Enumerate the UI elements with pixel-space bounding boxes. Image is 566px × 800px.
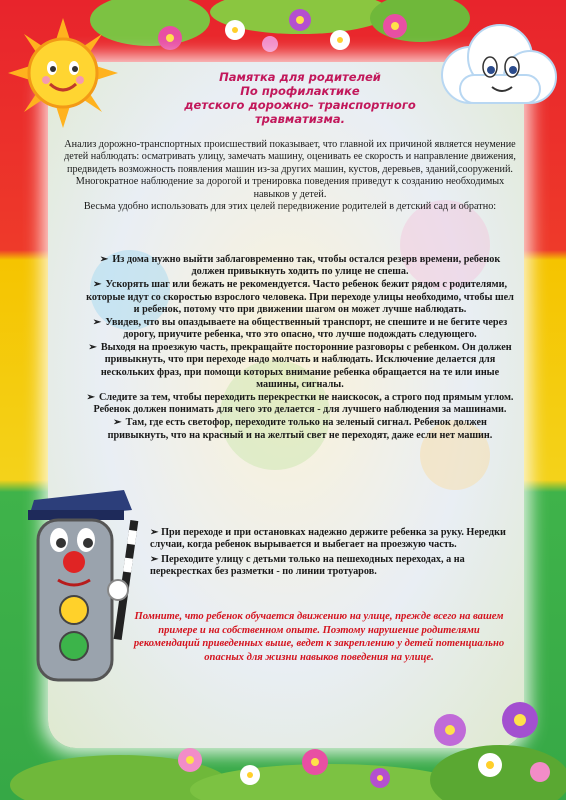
bullet-arrow-icon: ➢	[150, 553, 159, 565]
tips-list-secondary	[150, 527, 510, 581]
intro-text	[60, 139, 520, 213]
title-line-3: детского дорожно- транспортного травматизма.	[184, 98, 416, 126]
intro-paragraph-1: Анализ дорожно-транспортных происшествий показывает, что главной их причиной является неумение детей наблюдать: осматривать улицу, замечать машину, оценивать ее скорость и направление движения, предвидеть возможность появления машин из-за других машин, кустов, деревьев, зданий,сооружений.	[64, 139, 516, 175]
tip-text: Выходя на проезжую часть, прекращайте посторонние разговоры с ребенком. Он должен привыкнуть, что при переходе надо молчать и наблюдать. Исключение делается для нескольких фраз, при помощи которых внимание ребенка обращается на те или иные машины, сигналы.	[100, 342, 512, 391]
list-item	[86, 392, 514, 417]
sun-icon	[8, 18, 118, 128]
intro-paragraph-3: Весьма удобно использовать для этих целей передвижение родителей в детский сад и обратно:	[83, 201, 497, 213]
flower-border-bottom	[0, 690, 566, 800]
list-item	[86, 417, 514, 442]
flower-icon	[10, 702, 566, 800]
bullet-arrow-icon: ➢	[99, 254, 109, 265]
bullet-arrow-icon: ➢	[92, 279, 102, 291]
tip-text: Ускорять шаг или бежать не рекомендуется. Часто ребенок бежит рядом с родителями, которые идут со скоростью взрослого человека. При переходе улицы необходимо, чтобы шел и ребенок, потому что при движении шагом он может лучше наблюдать.	[86, 279, 514, 316]
page-title	[140, 70, 460, 126]
bullet-arrow-icon: ➢	[150, 527, 159, 538]
title-line-1: Памятка для родителей	[219, 70, 381, 84]
intro-paragraph-2: Многократное наблюдение за дорогой и тренировка поведения приведут к созданию необходимых навыков у детей.	[75, 176, 505, 200]
list-item	[86, 279, 514, 316]
list-item	[86, 317, 514, 342]
bullet-arrow-icon: ➢	[92, 316, 102, 328]
flower-icon	[90, 0, 470, 52]
list-item	[86, 342, 514, 392]
tips-list	[86, 254, 514, 442]
tip-text: Переходите улицу с детьми только на пешеходных переходах, а на перекрестках без разметки - по линии тротуаров.	[150, 553, 465, 578]
tip-text: Из дома нужно выйти заблаговременно так, чтобы остался резерв времени, ребенок должен привыкнуть ходить по улице не спеша.	[112, 254, 501, 278]
list-item	[150, 554, 510, 579]
tip-text: Увидев, что вы опаздываете на общественный транспорт, не спешите и не бегите через дорогу, приучите ребенка, что это опасно, что лучше подождать следующего.	[105, 316, 508, 341]
list-item	[86, 254, 514, 279]
tip-text: При переходе и при остановках надежно держите ребенка за руку. Нередки случаи, когда ребенок вырывается и выбегает на проезжую часть.	[150, 527, 506, 551]
bullet-arrow-icon: ➢	[113, 417, 122, 429]
list-item	[150, 527, 510, 552]
closing-note: Помните, что ребенок обучается движению на улице, прежде всего на вашем примере и на собственном опыте. Поэтому нарушение родителями рекомендаций приведенных выше, ведет к закреплению у детей потенциально опасных для жизни навыков поведения на улице.	[133, 611, 505, 663]
traffic-light-mascot-icon	[14, 480, 154, 690]
bullet-arrow-icon: ➢	[86, 392, 96, 404]
tip-text: Там, где есть светофор, переходите только на зеленый сигнал. Ребенок должен привыкнуть, что на красный и на желтый свет не переходят, даже если нет машин.	[107, 417, 493, 441]
title-line-2: По профилактике	[240, 84, 360, 98]
tip-text: Следите за тем, чтобы переходить перекрестки не наискосок, а строго под прямым углом. Ребенок должен понимать для чего это делается - для лучшего наблюдения за машинами.	[93, 392, 514, 416]
bullet-arrow-icon: ➢	[88, 342, 97, 354]
